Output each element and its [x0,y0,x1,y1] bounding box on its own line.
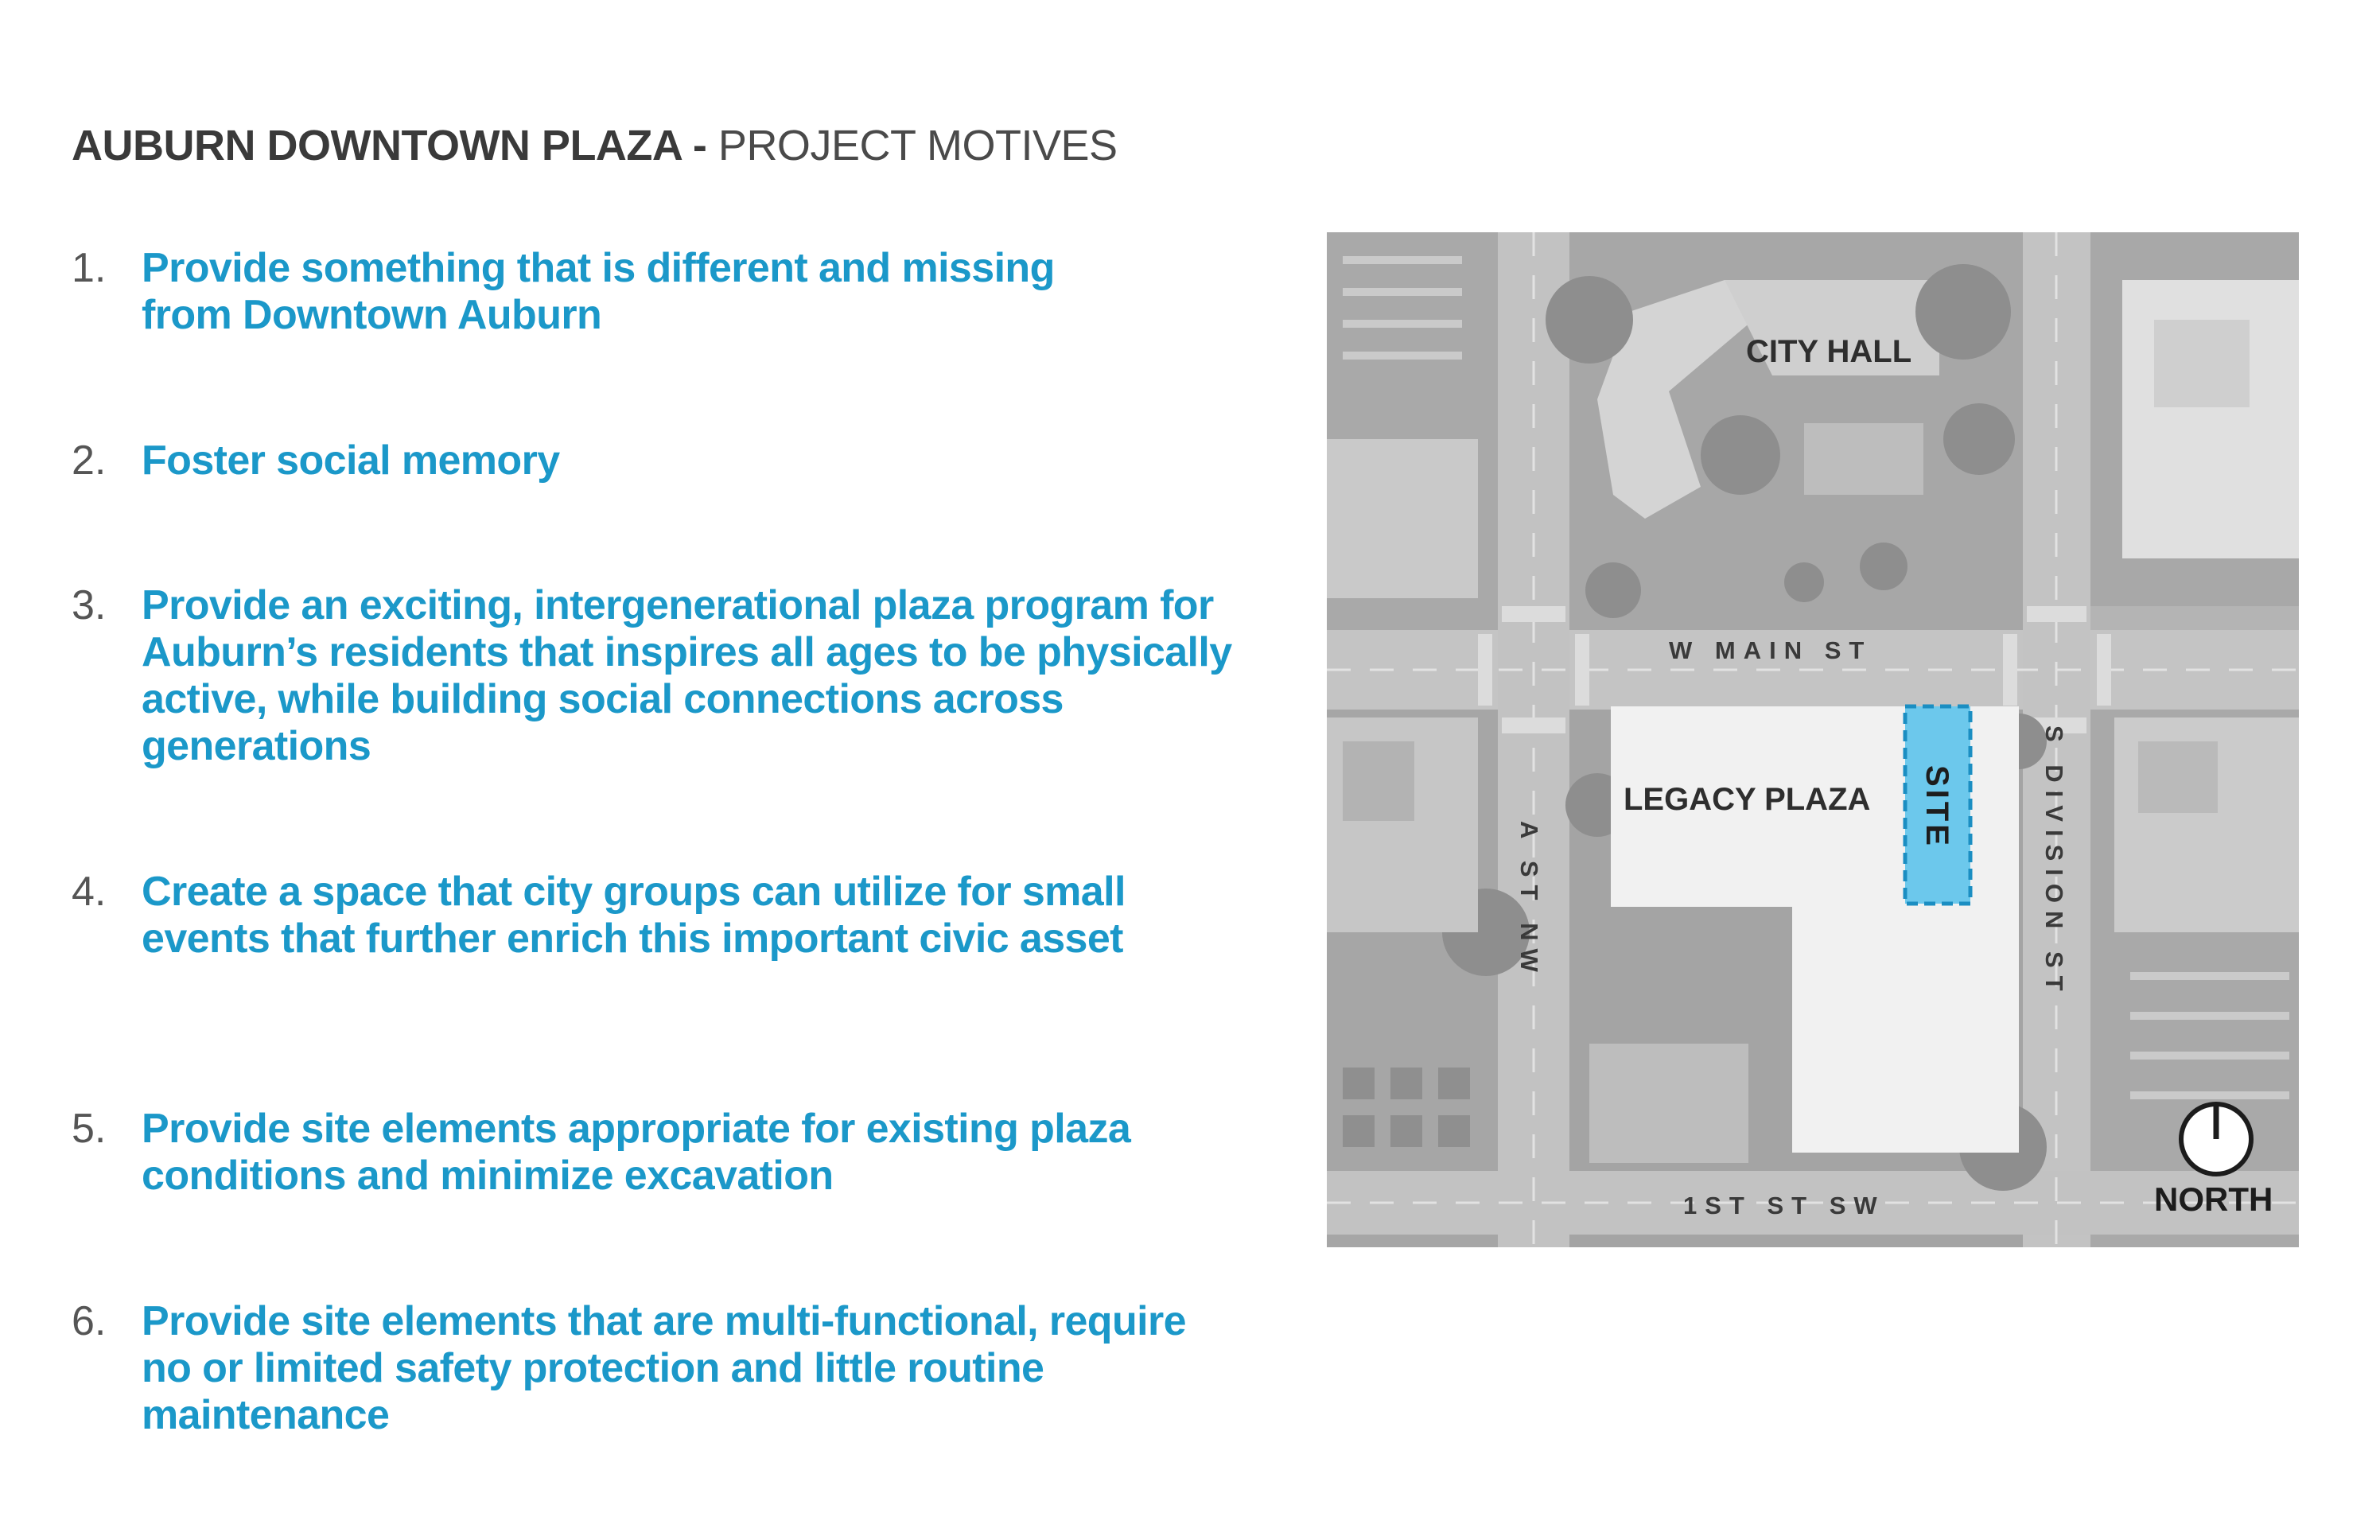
motive-text: Provide an exciting, intergenerational plaza program for Auburn’s residents that inspires all ages to be physically active, while building social connections across generations [142,582,1232,769]
aerial-photo [1327,232,2299,1247]
motive-number: 5. [72,1106,107,1152]
page-title [72,118,1118,173]
title-light: PROJECT MOTIVES [718,122,1118,169]
street-label-s-division: S DIVISION ST [2040,725,2068,999]
motive-number: 2. [72,438,107,484]
motive-text: Foster social memory [142,438,560,484]
motive-text: Create a space that city groups can utilize for small events that further enrich this important civic asset [142,869,1126,962]
motive-text: Provide something that is different and missing from Downtown Auburn [142,245,1055,338]
motive-number: 3. [72,582,107,628]
title-bold: AUBURN DOWNTOWN PLAZA - [72,122,707,169]
site-label: SITE [1919,765,1954,849]
street-label-a-st: A ST NW [1515,821,1543,980]
north-arrow-icon [2176,1099,2256,1179]
motive-text: Provide site elements that are multi-functional, require no or limited safety protection and little routine maintenance [142,1298,1186,1438]
street-label-w-main: W MAIN ST [1669,636,1872,664]
motive-number: 1. [72,245,107,291]
city-hall-label: CITY HALL [1746,334,1912,369]
motive-number: 4. [72,869,107,915]
site-map [1327,232,2299,1247]
street-label-1st-st: 1ST ST SW [1683,1192,1885,1219]
motive-text: Provide site elements appropriate for existing plaza conditions and minimize excavation [142,1106,1131,1199]
north-label: NORTH [2154,1180,2273,1218]
motive-number: 6. [72,1298,107,1344]
legacy-plaza-label: LEGACY PLAZA [1624,782,1871,817]
